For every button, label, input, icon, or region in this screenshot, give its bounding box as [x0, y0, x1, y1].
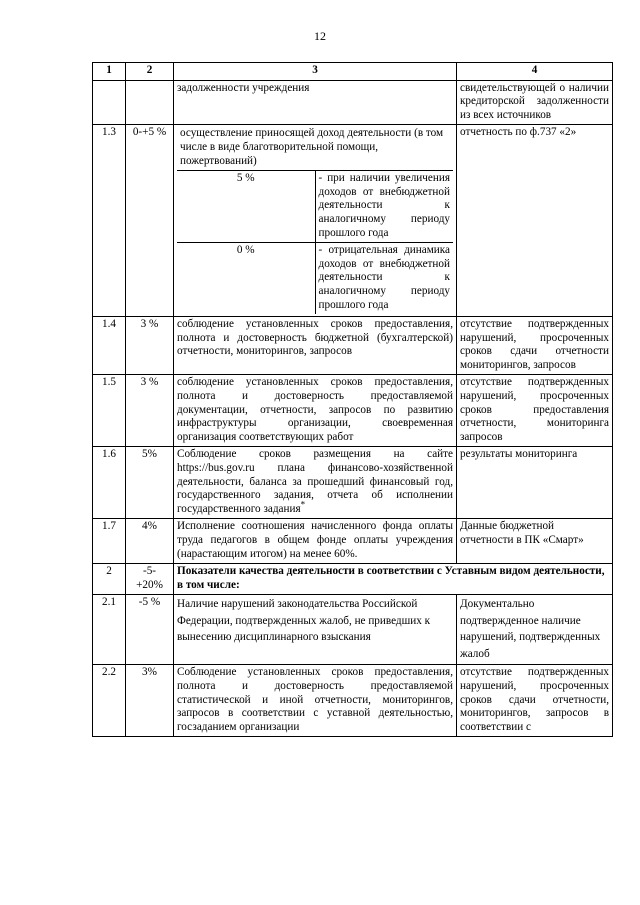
cell-number: 1.5: [93, 375, 126, 447]
table-row: [93, 125, 613, 317]
cell-number: 1.7: [93, 519, 126, 564]
cell-percent: 3%: [126, 665, 174, 737]
cell-source: отчетность по ф.737 «2»: [457, 125, 613, 317]
cell-number: 2.1: [93, 595, 126, 665]
cell-number: 2: [93, 564, 126, 595]
table-row: [93, 317, 613, 375]
cell-text: [174, 447, 457, 519]
page-number: 12: [314, 29, 326, 43]
sub-text: - при наличии увеличения доходов от внебюджетной деятельности к аналогичному периоду прошлого года: [315, 171, 453, 243]
cell-text: соблюдение установленных сроков предоставления, полнота и достоверность предоставляемой документации, отчетности, запросов по развитию инфраструктуры организации, своевременная организация соответствующих работ: [174, 375, 457, 447]
cell-percent: -5 %: [126, 595, 174, 665]
cell-text: осуществление приносящей доход деятельности (в том числе в виде благотворительной помощи, пожертвований): [180, 127, 444, 167]
cell-text: Соблюдение установленных сроков предоставления, полнота и достоверность предоставляемой статистической и иной отчетности, мониторингов, запросов в соответствии с уставной деятельностью, госзаданием организации: [174, 665, 457, 737]
table-row-section: [93, 564, 613, 595]
cell-percent: -5- +20%: [126, 564, 174, 595]
cell-text: задолженности учреждения: [174, 80, 457, 125]
cell-source: отсутствие подтвержденных нарушений, просроченных сроков сдачи отчетности, мониторингов, запросов в соответствии с: [457, 665, 613, 737]
table-row: [93, 665, 613, 737]
sub-percent: 5 %: [177, 171, 315, 243]
cell-source: Документально подтвержденное наличие нарушений, подтвержденных жалоб: [457, 595, 613, 665]
cell-percent: 3 %: [126, 317, 174, 375]
table-header-row: [93, 63, 613, 81]
section-heading: Показатели качества деятельности в соответствии с Уставным видом деятельности, в том числе:: [174, 564, 613, 595]
table-row: [93, 447, 613, 519]
cell-source: результаты мониторинга: [457, 447, 613, 519]
header-cell-3: 3: [174, 63, 457, 81]
cell-percent: 4%: [126, 519, 174, 564]
cell-number: 1.6: [93, 447, 126, 519]
header-cell-4: 4: [457, 63, 613, 81]
header-cell-1: 1: [93, 63, 126, 81]
cell-source: отсутствие подтвержденных нарушений, просроченных сроков предоставления отчетности, мониторинга запросов: [457, 375, 613, 447]
indicators-table: [92, 62, 613, 737]
cell-number: 2.2: [93, 665, 126, 737]
sub-table: [177, 126, 453, 314]
cell-number: 1.4: [93, 317, 126, 375]
cell-source: отсутствие подтвержденных нарушений, просроченных сроков сдачи отчетности мониторингов, запросов: [457, 317, 613, 375]
sub-percent: 0 %: [177, 243, 315, 314]
table-row: [93, 80, 613, 125]
cell-text: Исполнение соотношения начисленного фонда оплаты труда педагогов в общем фонде оплаты учреждения (нарастающим итогом) на менее 60%.: [174, 519, 457, 564]
cell-text-body: Соблюдение сроков размещения на сайте https://bus.gov.ru плана финансово-хозяйственной деятельности, баланса за прошедший финансовый год, государственного задания, отчета об исполнении государственного задания: [177, 448, 453, 515]
footnote-mark: *: [300, 499, 306, 510]
cell-percent: 5%: [126, 447, 174, 519]
header-cell-2: 2: [126, 63, 174, 81]
table-row: [93, 595, 613, 665]
cell-source: свидетельствующей о наличии кредиторской задолженности из всех источников: [457, 80, 613, 125]
cell-percent: 3 %: [126, 375, 174, 447]
cell-source: Данные бюджетной отчетности в ПК «Смарт»: [457, 519, 613, 564]
cell-text-with-subrows: [174, 125, 457, 317]
cell-text: соблюдение установленных сроков предоставления, полнота и достоверность бюджетной (бухгалтерской) отчетности, мониторингов, запросов: [174, 317, 457, 375]
table-row: [93, 375, 613, 447]
table-row: [93, 519, 613, 564]
cell-percent: 0-+5 %: [126, 125, 174, 317]
cell-text: Наличие нарушений законодательства Российской Федерации, подтвержденных жалоб, не приведших к вынесению дисциплинарного взыскания: [174, 595, 457, 665]
sub-text: - отрицательная динамика доходов от внебюджетной деятельности к аналогичному периоду прошлого года: [315, 243, 453, 314]
cell-number: 1.3: [93, 125, 126, 317]
